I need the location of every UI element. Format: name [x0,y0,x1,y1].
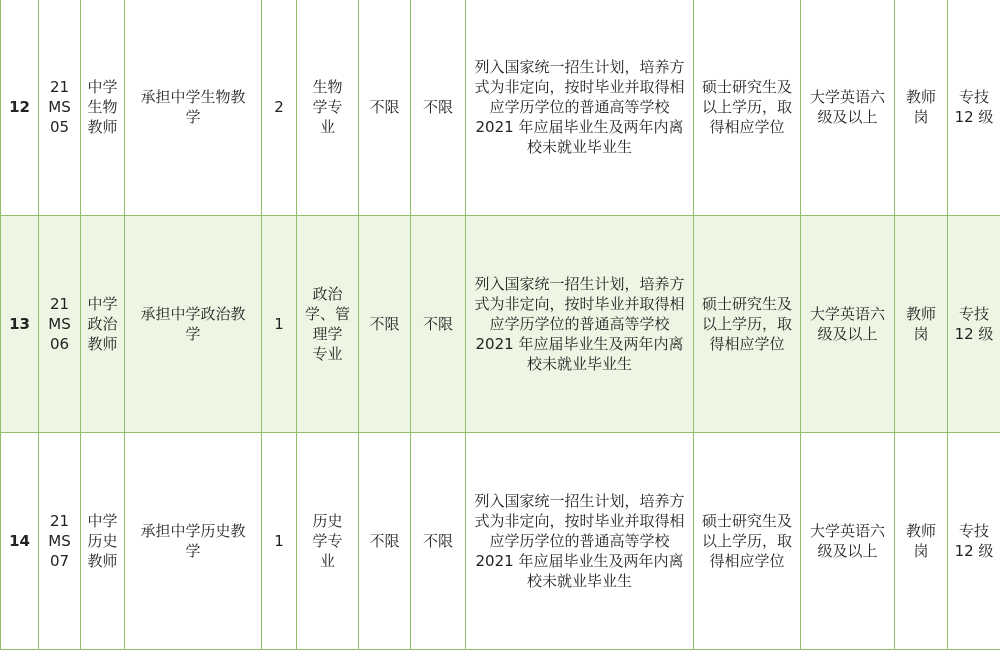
applicant-conditions [466,0,694,216]
english-requirement-line: 大学英语六 [809,522,885,540]
education-requirement [694,433,801,650]
applicant-conditions-line: 校未就业毕业生 [526,138,632,156]
education-requirement-line: 硕士研究生及 [701,512,792,530]
limit-b: 不限 [411,433,466,650]
post-grade-line: 12 级 [954,542,994,560]
row-number: 12 [1,0,39,216]
job-duty-line: 学 [185,325,201,343]
education-requirement-line: 硕士研究生及 [701,295,792,313]
table-row [1,0,1000,216]
position-name [81,216,125,433]
education-requirement-line: 硕士研究生及 [701,78,792,96]
position-name-line: 教师 [87,118,118,136]
position-code [39,0,81,216]
major-requirement-line: 业 [319,118,335,136]
hire-count: 2 [262,0,297,216]
english-requirement-line: 级及以上 [817,542,878,560]
position-code-line: 21 [49,295,70,313]
post-grade-line: 12 级 [954,325,994,343]
limit-a: 不限 [359,216,411,433]
post-grade [948,433,1000,650]
post-grade-line: 专技 [958,305,989,323]
major-requirement-line: 理学 [312,325,343,343]
major-requirement-line: 学专 [312,532,343,550]
applicant-conditions-line: 2021 年应届毕业生及两年内离 [475,335,684,353]
english-requirement [801,0,895,216]
table-row [1,433,1000,650]
position-name-line: 中学 [87,512,118,530]
hire-count: 1 [262,433,297,650]
position-code-line: MS [48,98,71,116]
applicant-conditions-line: 应学历学位的普通高等学校 [489,98,670,116]
position-name-line: 历史 [87,532,118,550]
english-requirement-line: 大学英语六 [809,88,885,106]
applicant-conditions-line: 列入国家统一招生计划，培养方 [474,58,685,76]
post-type-line: 教师 [905,522,936,540]
education-requirement [694,0,801,216]
position-name-line: 政治 [87,315,118,333]
major-requirement [297,216,359,433]
applicant-conditions-line: 列入国家统一招生计划，培养方 [474,492,685,510]
hire-count: 1 [262,216,297,433]
position-code-line: 07 [49,552,70,570]
position-name-line: 中学 [87,78,118,96]
education-requirement [694,216,801,433]
post-type [895,433,948,650]
applicant-conditions-line: 应学历学位的普通高等学校 [489,532,670,550]
education-requirement-line: 得相应学位 [709,552,785,570]
post-grade-line: 专技 [958,522,989,540]
job-duty-line: 承担中学历史教 [140,522,246,540]
applicant-conditions-line: 应学历学位的普通高等学校 [489,315,670,333]
applicant-conditions-line: 式为非定向，按时毕业并取得相 [474,78,685,96]
position-name-line: 生物 [87,98,118,116]
row-number: 13 [1,216,39,433]
limit-a: 不限 [359,0,411,216]
applicant-conditions-line: 2021 年应届毕业生及两年内离 [475,552,684,570]
applicant-conditions-line: 2021 年应届毕业生及两年内离 [475,118,684,136]
education-requirement-line: 得相应学位 [709,335,785,353]
major-requirement-line: 学专 [312,98,343,116]
position-code-line: MS [48,532,71,550]
english-requirement-line: 大学英语六 [809,305,885,323]
position-name [81,0,125,216]
major-requirement [297,433,359,650]
position-name-line: 中学 [87,295,118,313]
applicant-conditions [466,216,694,433]
table-row [1,216,1000,433]
job-duty [125,433,262,650]
position-name [81,433,125,650]
major-requirement-line: 专业 [312,345,343,363]
limit-b: 不限 [411,216,466,433]
position-code [39,433,81,650]
applicant-conditions-line: 校未就业毕业生 [526,572,632,590]
position-code-line: 05 [49,118,70,136]
major-requirement [297,0,359,216]
english-requirement-line: 级及以上 [817,325,878,343]
post-grade [948,216,1000,433]
applicant-conditions-line: 式为非定向，按时毕业并取得相 [474,295,685,313]
post-grade [948,0,1000,216]
post-type-line: 教师 [905,88,936,106]
job-duty [125,0,262,216]
applicant-conditions-line: 列入国家统一招生计划，培养方 [474,275,685,293]
job-duty [125,216,262,433]
major-requirement-line: 历史 [312,512,343,530]
post-type [895,216,948,433]
row-number: 14 [1,433,39,650]
position-name-line: 教师 [87,552,118,570]
major-requirement-line: 生物 [312,78,343,96]
post-type [895,0,948,216]
major-requirement-line: 业 [319,552,335,570]
education-requirement-line: 以上学历，取 [701,532,792,550]
limit-b: 不限 [411,0,466,216]
post-grade-line: 12 级 [954,108,994,126]
major-requirement-line: 政治 [312,285,343,303]
position-code-line: 06 [49,335,70,353]
post-type-line: 岗 [913,325,929,343]
english-requirement-line: 级及以上 [817,108,878,126]
position-name-line: 教师 [87,335,118,353]
position-code [39,216,81,433]
education-requirement-line: 以上学历，取 [701,315,792,333]
post-grade-line: 专技 [958,88,989,106]
major-requirement-line: 学、管 [304,305,350,323]
job-duty-line: 承担中学政治教 [140,305,246,323]
limit-a: 不限 [359,433,411,650]
position-code-line: 21 [49,78,70,96]
education-requirement-line: 得相应学位 [709,118,785,136]
english-requirement [801,216,895,433]
post-type-line: 岗 [913,542,929,560]
job-duty-line: 承担中学生物教 [140,88,246,106]
applicant-conditions [466,433,694,650]
position-code-line: 21 [49,512,70,530]
applicant-conditions-line: 式为非定向，按时毕业并取得相 [474,512,685,530]
post-type-line: 岗 [913,108,929,126]
english-requirement [801,433,895,650]
post-type-line: 教师 [905,305,936,323]
job-duty-line: 学 [185,542,201,560]
position-code-line: MS [48,315,71,333]
applicant-conditions-line: 校未就业毕业生 [526,355,632,373]
education-requirement-line: 以上学历，取 [701,98,792,116]
job-duty-line: 学 [185,108,201,126]
